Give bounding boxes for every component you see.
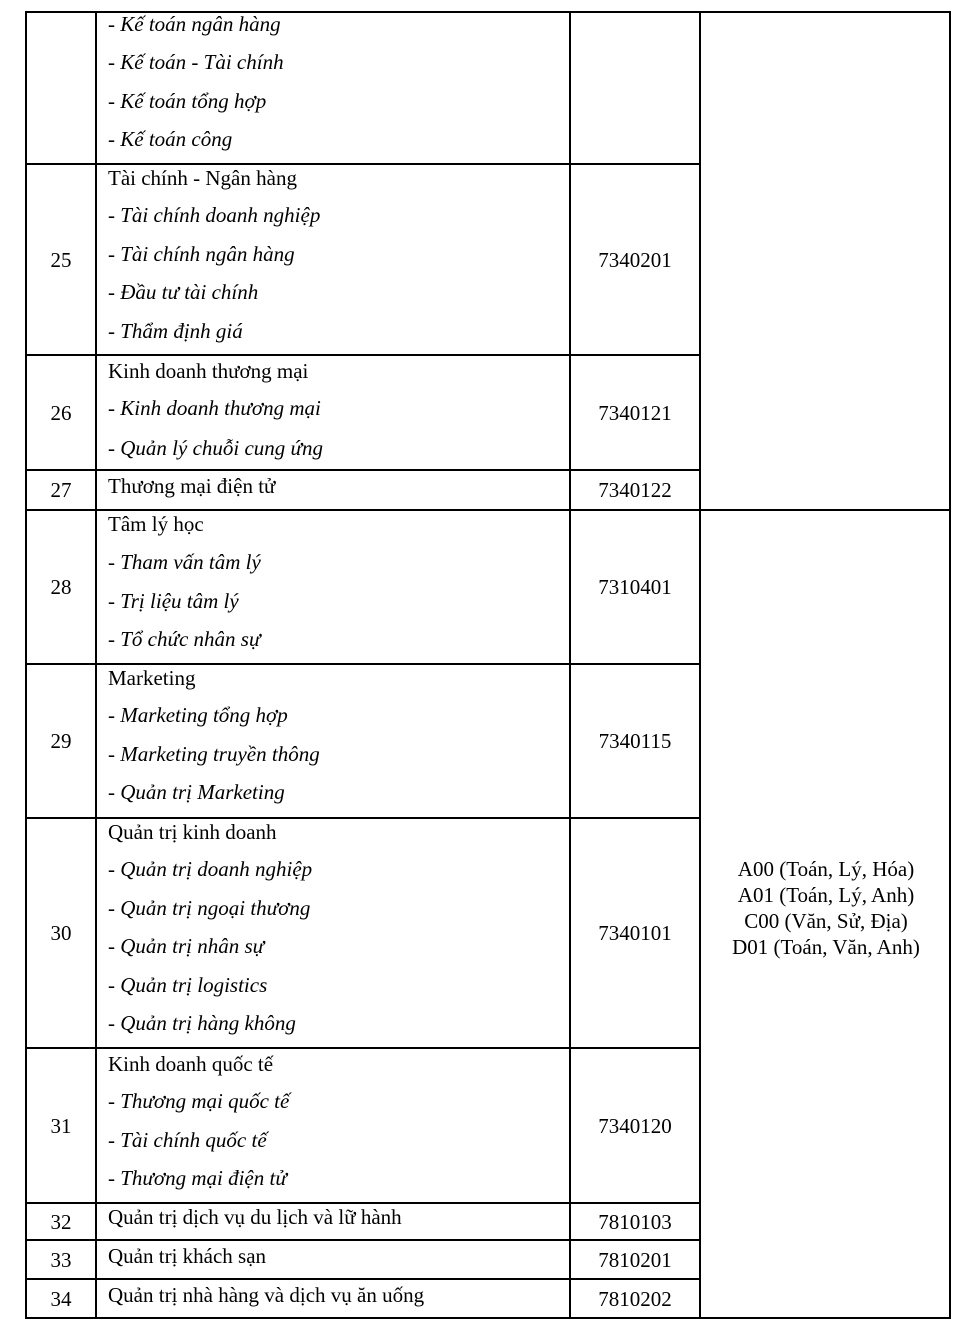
column-border [949, 11, 951, 1319]
row-number: 31 [50, 1114, 72, 1138]
major-code: 7340115 [598, 729, 672, 753]
major-code: 7340201 [598, 248, 672, 272]
specialization-item: - Quản trị hàng không [108, 1011, 296, 1035]
row-border [26, 1047, 701, 1049]
row-number: 33 [50, 1248, 72, 1272]
major-code: 7340122 [598, 478, 672, 502]
major-code: 7810202 [598, 1287, 672, 1311]
row-border [26, 1202, 701, 1204]
row-border [26, 1317, 701, 1319]
specialization-item: - Tổ chức nhân sự [108, 627, 261, 651]
row-border [26, 1239, 701, 1241]
major-name: Marketing [108, 666, 196, 690]
combo-border [700, 1317, 951, 1319]
specialization-item: - Quản lý chuỗi cung ứng [108, 436, 323, 460]
specialization-item: - Quản trị nhân sự [108, 934, 265, 958]
row-number: 28 [50, 575, 72, 599]
specialization-item: - Đầu tư tài chính [108, 280, 259, 304]
major-code: 7810103 [598, 1210, 672, 1234]
major-name: Kinh doanh thương mại [108, 359, 309, 383]
specialization-item: - Quản trị ngoại thương [108, 896, 311, 920]
row-number: 25 [50, 248, 72, 272]
row-number: 32 [50, 1210, 72, 1234]
major-name: Tài chính - Ngân hàng [108, 166, 297, 190]
row-border [26, 354, 701, 356]
specialization-item: - Marketing truyền thông [108, 742, 320, 766]
specialization-item: - Tài chính doanh nghiệp [108, 203, 321, 227]
major-name: Thương mại điện tử [108, 474, 276, 498]
combination-d01: D01 (Toán, Văn, Anh) [732, 935, 920, 959]
row-border [26, 817, 701, 819]
combo-border [700, 11, 951, 13]
specialization-item: - Marketing tổng hợp [108, 703, 288, 727]
combination-a01: A01 (Toán, Lý, Anh) [737, 883, 915, 907]
row-number: 30 [50, 921, 72, 945]
major-code: 7340121 [598, 401, 672, 425]
combination-c00: C00 (Văn, Sử, Địa) [744, 909, 908, 933]
combination-a00: A00 (Toán, Lý, Hóa) [737, 857, 915, 881]
specialization-item: - Thương mại quốc tế [108, 1089, 290, 1113]
major-name: Quản trị kinh doanh [108, 820, 277, 844]
row-number: 29 [50, 729, 72, 753]
specialization-item: - Kế toán công [108, 127, 233, 151]
major-name: Kinh doanh quốc tế [108, 1052, 274, 1076]
combo-border [700, 509, 951, 511]
major-name: Quản trị nhà hàng và dịch vụ ăn uống [108, 1283, 425, 1307]
row-number: 27 [50, 478, 72, 502]
specialization-item: - Quản trị logistics [108, 973, 268, 997]
specialization-item: - Quản trị Marketing [108, 780, 285, 804]
specialization-item: - Kế toán ngân hàng [108, 12, 281, 36]
major-code: 7310401 [598, 575, 672, 599]
row-border [26, 163, 701, 165]
specialization-item: - Kế toán tổng hợp [108, 89, 267, 113]
major-code: 7810201 [598, 1248, 672, 1272]
row-border [26, 663, 701, 665]
specialization-item: - Kế toán - Tài chính [108, 50, 284, 74]
specialization-item: - Kinh doanh thương mại [108, 396, 321, 420]
row-border [26, 509, 701, 511]
specialization-item: - Tài chính quốc tế [108, 1128, 267, 1152]
major-name: Quản trị khách sạn [108, 1244, 267, 1268]
row-number: 34 [50, 1287, 72, 1311]
major-code: 7340120 [598, 1114, 672, 1138]
row-border [26, 469, 701, 471]
specialization-item: - Quản trị doanh nghiệp [108, 857, 313, 881]
specialization-item: - Trị liệu tâm lý [108, 589, 239, 613]
subject-combinations-cell [702, 856, 950, 960]
major-name: Tâm lý học [108, 512, 204, 536]
specialization-item: - Thẩm định giá [108, 319, 243, 343]
major-code: 7340101 [598, 921, 672, 945]
specialization-item: - Tài chính ngân hàng [108, 242, 295, 266]
specialization-item: - Tham vấn tâm lý [108, 550, 261, 574]
row-number: 26 [50, 401, 72, 425]
row-border [26, 1278, 701, 1280]
major-name: Quản trị dịch vụ du lịch và lữ hành [108, 1205, 402, 1229]
specialization-item: - Thương mại điện tử [108, 1166, 287, 1190]
